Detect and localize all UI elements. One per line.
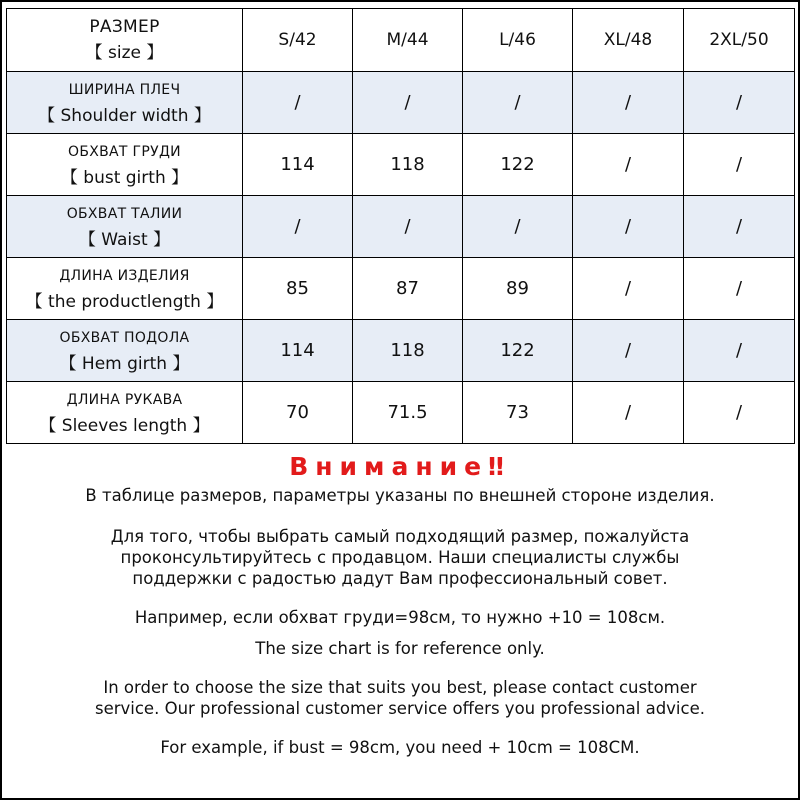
row-label-ru: ДЛИНА РУКАВА [66, 391, 183, 408]
table-cell: 114 [243, 134, 353, 196]
table-cell: 70 [243, 382, 353, 444]
table-cell: / [353, 196, 463, 258]
table-cell: 118 [353, 134, 463, 196]
note-en-line: The size chart is for reference only. [255, 639, 545, 658]
table-row [7, 72, 795, 134]
row-label-cell [7, 382, 243, 444]
row-label-ru: ОБХВАТ ГРУДИ [68, 143, 181, 160]
table-row [7, 382, 795, 444]
table-header-row [7, 9, 795, 72]
table-row [7, 258, 795, 320]
size-header-ru: РАЗМЕР [89, 17, 160, 37]
table-cell: 114 [243, 320, 353, 382]
row-label-ru: ОБХВАТ ПОДОЛА [59, 329, 190, 346]
size-col-header: S/42 [243, 9, 353, 72]
note-ru-line: проконсультируйтесь с продавцом. Наши специалисты службы [120, 548, 680, 567]
note-ru-line: Для того, чтобы выбрать самый подходящий размер, пожалуйста [110, 527, 690, 546]
attention-title: Внимание‼ [289, 452, 511, 481]
table-cell: / [573, 382, 684, 444]
note-ru-line: поддержки с радостью дадут Вам профессиональный совет. [132, 569, 668, 588]
table-cell: 89 [463, 258, 573, 320]
row-label-en: 【 Sleeves length 】 [39, 415, 210, 436]
table-cell: / [573, 196, 684, 258]
table-cell: 118 [353, 320, 463, 382]
size-col-header: 2XL/50 [684, 9, 795, 72]
table-cell: / [573, 258, 684, 320]
table-cell: / [353, 72, 463, 134]
table-cell: / [684, 258, 795, 320]
row-label-en: 【 bust girth 】 [60, 167, 189, 188]
row-label-cell [7, 72, 243, 134]
note-en-line: service. Our professional customer service offers you professional advice. [94, 699, 705, 718]
note-en-line: In order to choose the size that suits you best, please contact customer [103, 678, 697, 697]
row-label-cell [7, 320, 243, 382]
size-col-header: M/44 [353, 9, 463, 72]
table-cell: / [684, 320, 795, 382]
table-cell: 122 [463, 134, 573, 196]
row-label-cell [7, 134, 243, 196]
table-row [7, 134, 795, 196]
table-cell: / [684, 196, 795, 258]
row-label-en: 【 Hem girth 】 [59, 353, 190, 374]
row-label-ru: ШИРИНА ПЛЕЧ [68, 81, 181, 98]
table-cell: / [463, 196, 573, 258]
note-ru-line: В таблице размеров, параметры указаны по внешней стороне изделия. [85, 486, 715, 505]
table-cell: 73 [463, 382, 573, 444]
size-table [6, 8, 795, 444]
note-ru-line: Например, если обхват груди=98см, то нужно +10 = 108см. [134, 608, 666, 627]
size-header-en: 【 size 】 [85, 43, 164, 63]
notes-section [0, 452, 800, 758]
note-en-line: For example, if bust = 98cm, you need + 10cm = 108CM. [160, 738, 640, 757]
table-cell: / [573, 134, 684, 196]
row-label-ru: ДЛИНА ИЗДЕЛИЯ [59, 267, 190, 284]
row-label-cell [7, 258, 243, 320]
row-label-en: 【 Waist 】 [78, 229, 171, 250]
table-cell: / [684, 382, 795, 444]
table-cell: 87 [353, 258, 463, 320]
table-row [7, 196, 795, 258]
row-label-en: 【 Shoulder width 】 [38, 105, 211, 126]
table-cell: / [243, 196, 353, 258]
size-header-cell [7, 9, 243, 72]
table-cell: / [463, 72, 573, 134]
table-cell: / [573, 72, 684, 134]
table-cell: / [573, 320, 684, 382]
row-label-cell [7, 196, 243, 258]
table-cell: 122 [463, 320, 573, 382]
row-label-ru: ОБХВАТ ТАЛИИ [66, 205, 183, 222]
table-row [7, 320, 795, 382]
size-col-header: L/46 [463, 9, 573, 72]
size-col-header: XL/48 [573, 9, 684, 72]
table-cell: / [243, 72, 353, 134]
row-label-en: 【 the productlength 】 [25, 291, 224, 312]
table-cell: 85 [243, 258, 353, 320]
table-cell: / [684, 72, 795, 134]
table-cell: 71.5 [353, 382, 463, 444]
table-cell: / [684, 134, 795, 196]
